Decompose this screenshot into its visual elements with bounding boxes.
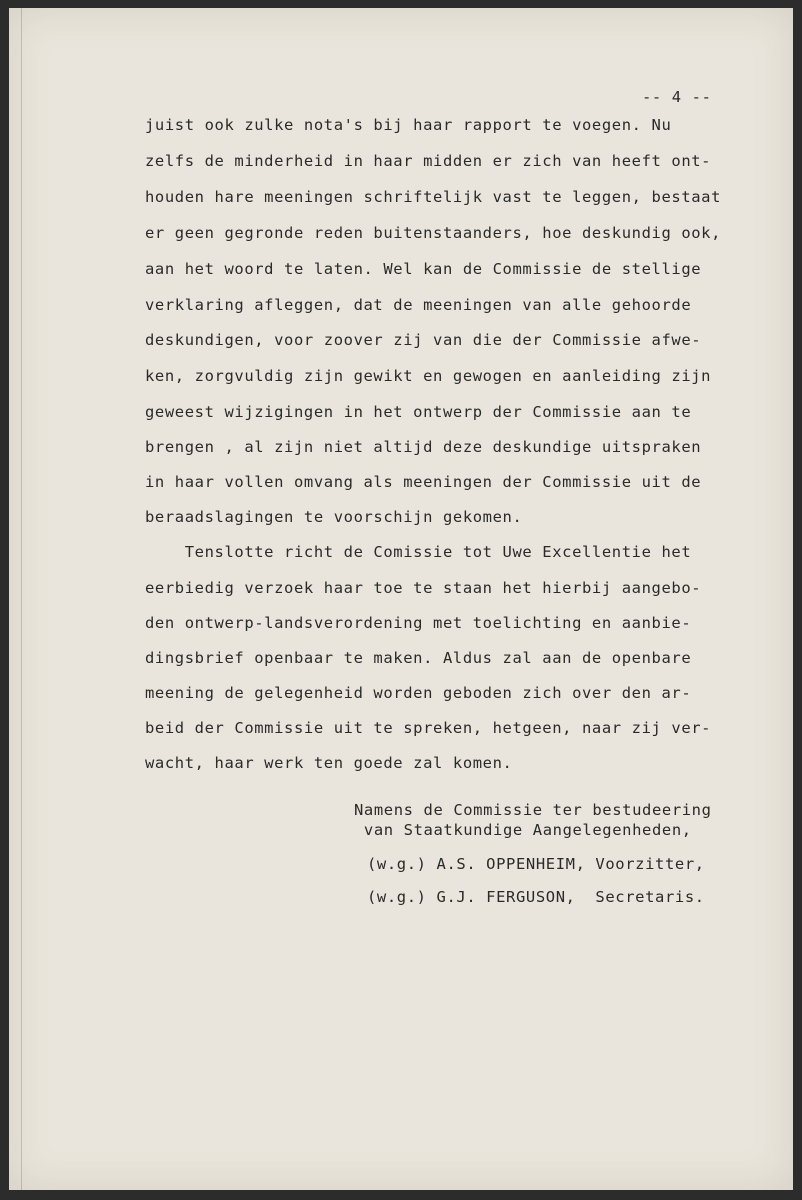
signature-secretary: (w.g.) G.J. FERGUSON, Secretaris. bbox=[367, 888, 705, 906]
paragraph-1-line: verklaring afleggen, dat de meeningen van alle gehoorde bbox=[145, 296, 692, 314]
paragraph-1-line: aan het woord te laten. Wel kan de Commissie de stellige bbox=[145, 260, 702, 278]
paragraph-1-line: juist ook zulke nota's bij haar rapport te voegen. Nu bbox=[145, 116, 672, 134]
paragraph-1-line: zelfs de minderheid in haar midden er zich van heeft ont- bbox=[145, 152, 712, 170]
closing-committee-line: Namens de Commissie ter bestudeering bbox=[354, 801, 712, 819]
paragraph-1-line: in haar vollen omvang als meeningen der Commissie uit de bbox=[145, 473, 702, 491]
page-edge-line bbox=[21, 8, 22, 1190]
paragraph-1-line: beraadslagingen te voorschijn gekomen. bbox=[145, 508, 523, 526]
paragraph-1-line: brengen , al zijn niet altijd deze deskundige uitspraken bbox=[145, 438, 702, 456]
paragraph-2-line: Tenslotte richt de Comissie tot Uwe Excellentie het bbox=[145, 543, 692, 561]
paragraph-1-line: houden hare meeningen schriftelijk vast te leggen, bestaat bbox=[145, 188, 722, 206]
paragraph-1-line: geweest wijzigingen in het ontwerp der Commissie aan te bbox=[145, 403, 692, 421]
paragraph-2-line: beid der Commissie uit te spreken, hetgeen, naar zij ver- bbox=[145, 719, 712, 737]
signature-chairman: (w.g.) A.S. OPPENHEIM, Voorzitter, bbox=[367, 855, 705, 873]
document-page bbox=[9, 8, 793, 1190]
paragraph-1-line: deskundigen, voor zoover zij van die der Commissie afwe- bbox=[145, 331, 702, 349]
paragraph-2-line: den ontwerp-landsverordening met toelichting en aanbie- bbox=[145, 614, 692, 632]
paragraph-2-line: wacht, haar werk ten goede zal komen. bbox=[145, 754, 513, 772]
paragraph-2-line: eerbiedig verzoek haar toe te staan het hierbij aangebo- bbox=[145, 579, 702, 597]
closing-committee-line: van Staatkundige Aangelegenheden, bbox=[354, 821, 692, 839]
paragraph-1-line: er geen gegronde reden buitenstaanders, hoe deskundig ook, bbox=[145, 224, 722, 242]
page-number: -- 4 -- bbox=[642, 88, 712, 106]
paragraph-2-line: meening de gelegenheid worden geboden zich over den ar- bbox=[145, 684, 692, 702]
paragraph-2-line: dingsbrief openbaar te maken. Aldus zal aan de openbare bbox=[145, 649, 692, 667]
paragraph-1-line: ken, zorgvuldig zijn gewikt en gewogen en aanleiding zijn bbox=[145, 367, 712, 385]
